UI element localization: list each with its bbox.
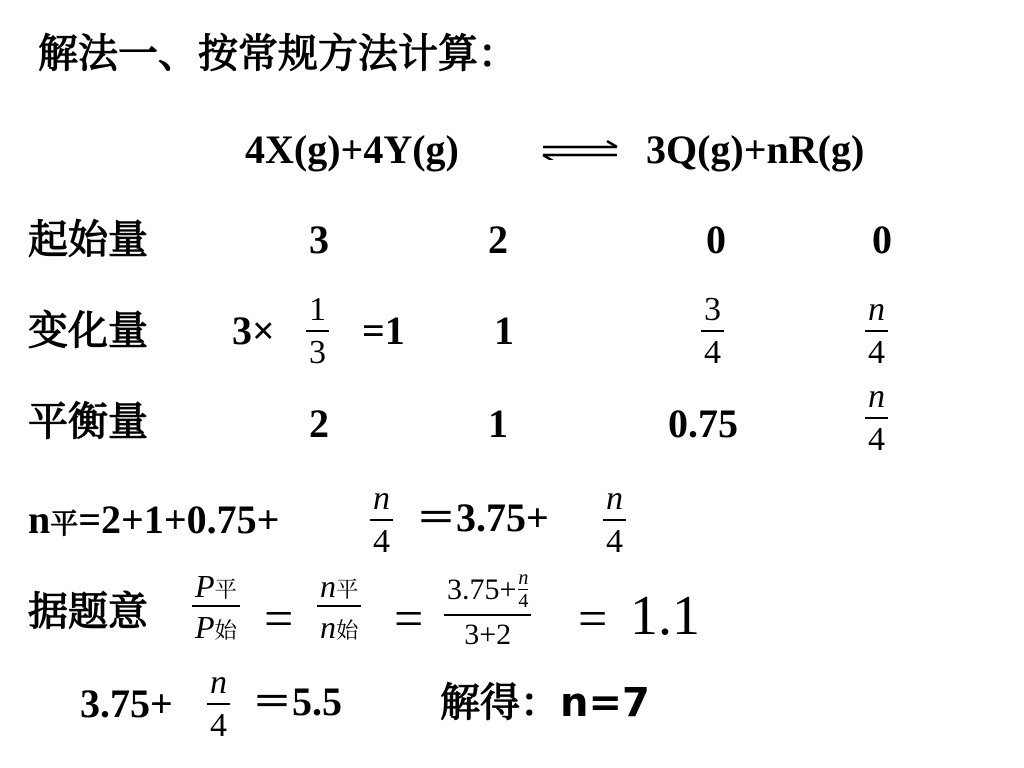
heading: 解法一、按常规方法计算： [38, 31, 518, 77]
total-line [28, 497, 280, 542]
total-subscript: 平 [50, 507, 79, 540]
moles-ratio-fraction [317, 570, 361, 643]
fraction-denominator: 4 [606, 523, 623, 560]
row-change-label: 变化量 [28, 308, 148, 354]
start-r: 0 [872, 217, 892, 262]
fraction-numerator: 1 [309, 291, 326, 328]
total-equals: ＝3.75+ [416, 495, 549, 540]
equilibrium-r-fraction [865, 380, 888, 457]
equation-products: 3Q(g)+nR(g) [646, 127, 865, 172]
fraction-numerator [192, 570, 240, 602]
change-x-result: =1 [362, 308, 405, 353]
fraction-bar [865, 330, 888, 332]
fraction-numerator [444, 568, 531, 611]
equilibrium-x: 2 [309, 401, 329, 446]
fraction-numerator: n [518, 567, 529, 589]
solve-equals: ＝5.5 [252, 679, 342, 724]
total-symbol: n [28, 497, 51, 542]
equals-sign: = [394, 591, 424, 648]
equilibrium-q: 0.75 [668, 401, 738, 446]
change-x-prefix: 3× [232, 308, 275, 353]
ratio-result: 1.1 [630, 585, 700, 647]
change-y: 1 [494, 308, 514, 353]
row-equilibrium-label: 平衡量 [28, 399, 148, 445]
start-y: 2 [488, 217, 508, 262]
fraction-denominator: 4 [868, 421, 885, 458]
row-start-label: 起始量 [28, 217, 148, 263]
fraction-bar [317, 605, 361, 607]
fraction-numerator: n [868, 378, 885, 415]
fraction-denominator: 4 [704, 334, 721, 371]
change-q-fraction [701, 293, 724, 370]
numerator-text: 3.75+ [447, 572, 517, 606]
subscript: 平 [336, 577, 359, 603]
solve-prefix: 3.75+ [80, 681, 173, 726]
fraction-denominator [317, 611, 361, 643]
solve-fraction [207, 666, 230, 743]
equals-sign: = [578, 591, 608, 648]
subscript: 始 [214, 618, 237, 644]
fraction-bar [603, 519, 626, 521]
change-x-fraction [306, 293, 329, 370]
fraction-denominator: 4 [518, 590, 529, 612]
fraction-denominator [192, 611, 240, 643]
solve-answer: 解得：n=7 [440, 680, 650, 726]
fraction-bar [444, 614, 531, 616]
total-expression: =2+1+0.75+ [78, 497, 280, 542]
equilibrium-y: 1 [488, 401, 508, 446]
value-ratio-fraction [444, 568, 531, 650]
equilibrium-arrow-icon [537, 140, 623, 160]
equals-sign: = [264, 591, 294, 648]
total-fraction-2 [603, 482, 626, 559]
fraction-bar [192, 605, 240, 607]
fraction-bar [306, 330, 329, 332]
pressure-symbol: P [195, 568, 215, 604]
fraction-denominator: 3 [309, 334, 326, 371]
fraction-numerator [317, 570, 361, 602]
subscript: 平 [214, 577, 237, 603]
equation-reactants: 4X(g)+4Y(g) [245, 127, 459, 172]
ratio-label: 据题意 [28, 589, 148, 635]
moles-symbol: n [320, 609, 336, 645]
fraction-numerator: 3 [704, 291, 721, 328]
fraction-bar [370, 519, 393, 521]
nested-fraction [518, 568, 528, 611]
start-x: 3 [309, 217, 329, 262]
fraction-denominator: 4 [373, 523, 390, 560]
fraction-numerator: n [210, 664, 227, 701]
fraction-numerator: n [868, 291, 885, 328]
total-fraction-1 [370, 482, 393, 559]
start-q: 0 [706, 217, 726, 262]
subscript: 始 [336, 618, 359, 644]
fraction-bar [701, 330, 724, 332]
pressure-symbol: P [195, 609, 215, 645]
fraction-denominator: 4 [210, 707, 227, 744]
change-r-fraction [865, 293, 888, 370]
fraction-denominator: 3+2 [464, 618, 512, 651]
moles-symbol: n [320, 568, 336, 604]
fraction-numerator: n [606, 480, 623, 517]
fraction-numerator: n [373, 480, 390, 517]
fraction-denominator: 4 [868, 334, 885, 371]
pressure-ratio-fraction [192, 570, 240, 643]
fraction-bar [865, 417, 888, 419]
fraction-bar [207, 703, 230, 705]
